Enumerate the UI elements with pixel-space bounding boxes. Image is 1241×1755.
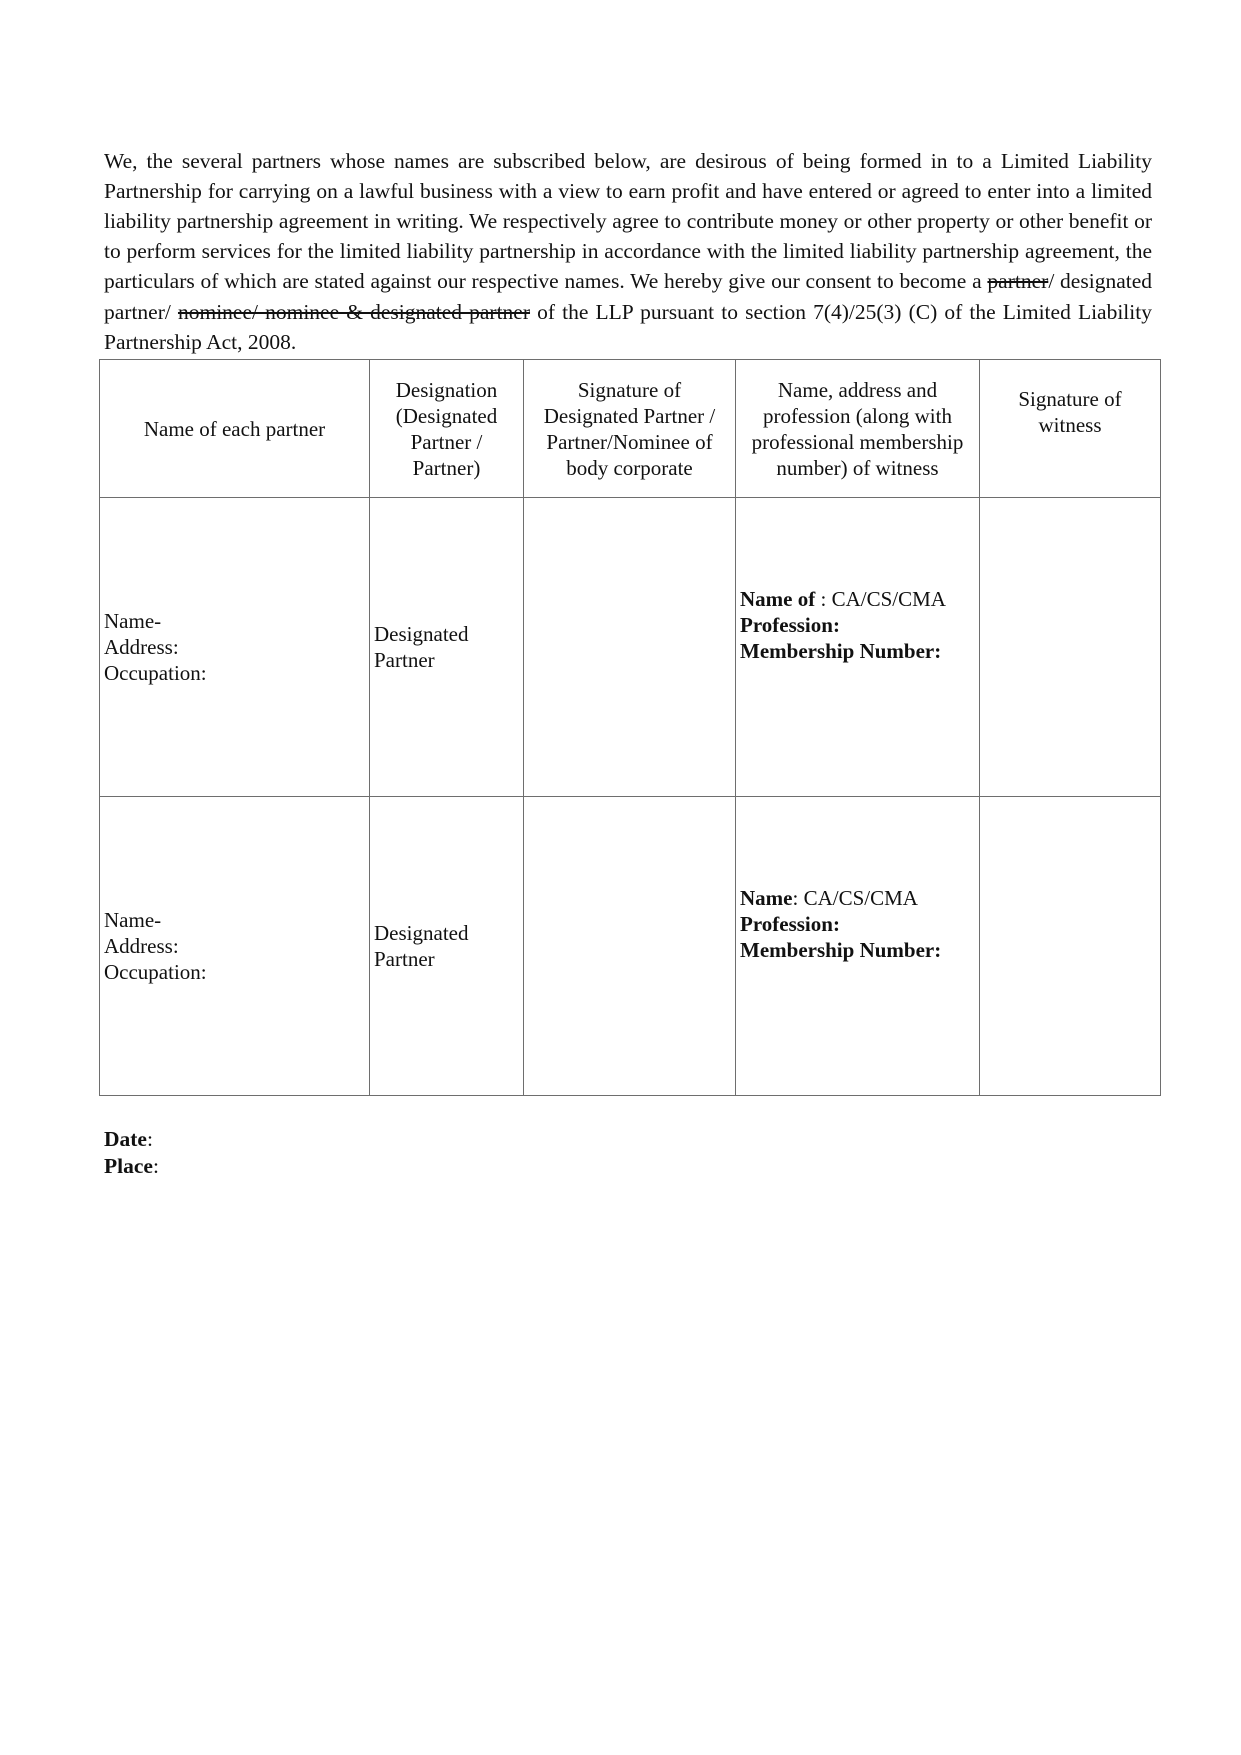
designation-cell: [370, 797, 524, 1096]
partner-details-cell[interactable]: [100, 498, 370, 797]
partner-details-cell[interactable]: [100, 797, 370, 1096]
table-header-row: [100, 360, 1161, 498]
header-line: body corporate: [566, 455, 693, 480]
date-line[interactable]: [104, 1126, 159, 1153]
witness-name-value: : CA/CS/CMA: [792, 886, 918, 910]
place-label: Place: [104, 1154, 153, 1178]
table-row: [100, 498, 1161, 797]
header-line: Signature of: [577, 377, 682, 402]
header-line: number) of witness: [776, 455, 939, 480]
witness-name-label: Name of: [740, 587, 816, 611]
struck-option-partner: partner: [987, 269, 1049, 294]
paragraph-text: We, the several partners whose names are subscribed below, are desirous of being formed in to a Limited Liability Partnership for carrying on a lawful business with a view to earn profit and have entered or agreed to enter into a limited liability partnership agreement in writing. We respectively agree to contribute money or other property or other benefit or to perform services for the limited liability partnership in accordance with the limited liability partnership agreement, the particulars of which are stated against our respective names. We hereby give our consent to become a: [104, 148, 1152, 294]
witness-name-label: Name: [740, 886, 793, 910]
header-line: Designated Partner /: [543, 403, 716, 428]
header-signature-partner: [524, 360, 736, 498]
designation-cell: [370, 498, 524, 797]
partner-name-label: Name-: [104, 908, 162, 932]
partner-signature-cell[interactable]: [524, 498, 736, 797]
place-line[interactable]: [104, 1153, 159, 1180]
witness-signature-cell[interactable]: [980, 498, 1161, 797]
header-line: witness: [1038, 413, 1102, 437]
witness-profession-label: Profession:: [740, 912, 840, 936]
header-line: Partner /: [410, 429, 483, 454]
table-row: [100, 797, 1161, 1096]
header-line: Name, address and: [777, 377, 938, 402]
designation-text: Designated: [374, 622, 469, 646]
header-witness-signature: [980, 360, 1161, 498]
witness-name-value: : CA/CS/CMA: [815, 587, 946, 611]
witness-details-cell[interactable]: [736, 498, 980, 797]
struck-option-nominee: nominee/ nominee & designated partner: [177, 299, 531, 324]
header-witness-details: [736, 360, 980, 498]
partner-occupation-label: Occupation:: [104, 661, 207, 685]
partner-address-label: Address:: [104, 934, 179, 958]
date-place-block: [104, 1126, 159, 1180]
colon: :: [152, 1154, 159, 1178]
witness-details-cell[interactable]: [736, 797, 980, 1096]
designation-text: Partner: [374, 648, 435, 672]
witness-membership-label: Membership Number:: [740, 639, 942, 663]
header-line: Signature of: [1018, 387, 1122, 411]
header-line: profession (along with: [763, 403, 952, 428]
partners-table: [99, 359, 1161, 1096]
witness-membership-label: Membership Number:: [740, 938, 942, 962]
paragraph-text: / designated partner/: [104, 269, 1153, 324]
header-partner-name: Name of each partner: [100, 360, 370, 498]
header-line: Partner/Nominee of: [546, 429, 713, 454]
designation-text: Partner: [374, 947, 435, 971]
partner-signature-cell[interactable]: [524, 797, 736, 1096]
witness-signature-cell[interactable]: [980, 797, 1161, 1096]
header-line: professional membership: [751, 429, 964, 454]
header-designation: [370, 360, 524, 498]
witness-profession-label: Profession:: [740, 613, 840, 637]
partner-occupation-label: Occupation:: [104, 960, 207, 984]
header-line: Partner): [412, 455, 481, 480]
witness-name-line: [740, 586, 975, 612]
designation-text: Designated: [374, 921, 469, 945]
partner-address-label: Address:: [104, 635, 179, 659]
witness-name-line: [740, 885, 975, 911]
consent-paragraph: [104, 146, 1152, 357]
header-line: (Designated: [395, 403, 498, 428]
colon: :: [146, 1127, 153, 1151]
paragraph-text: of the LLP pursuant to section 7(4)/25(3) (C) of the Limited Liability Partnership Act, 2008.: [104, 299, 1152, 354]
partner-name-label: Name-: [104, 609, 162, 633]
date-label: Date: [104, 1127, 147, 1151]
header-line: Designation: [395, 377, 498, 402]
